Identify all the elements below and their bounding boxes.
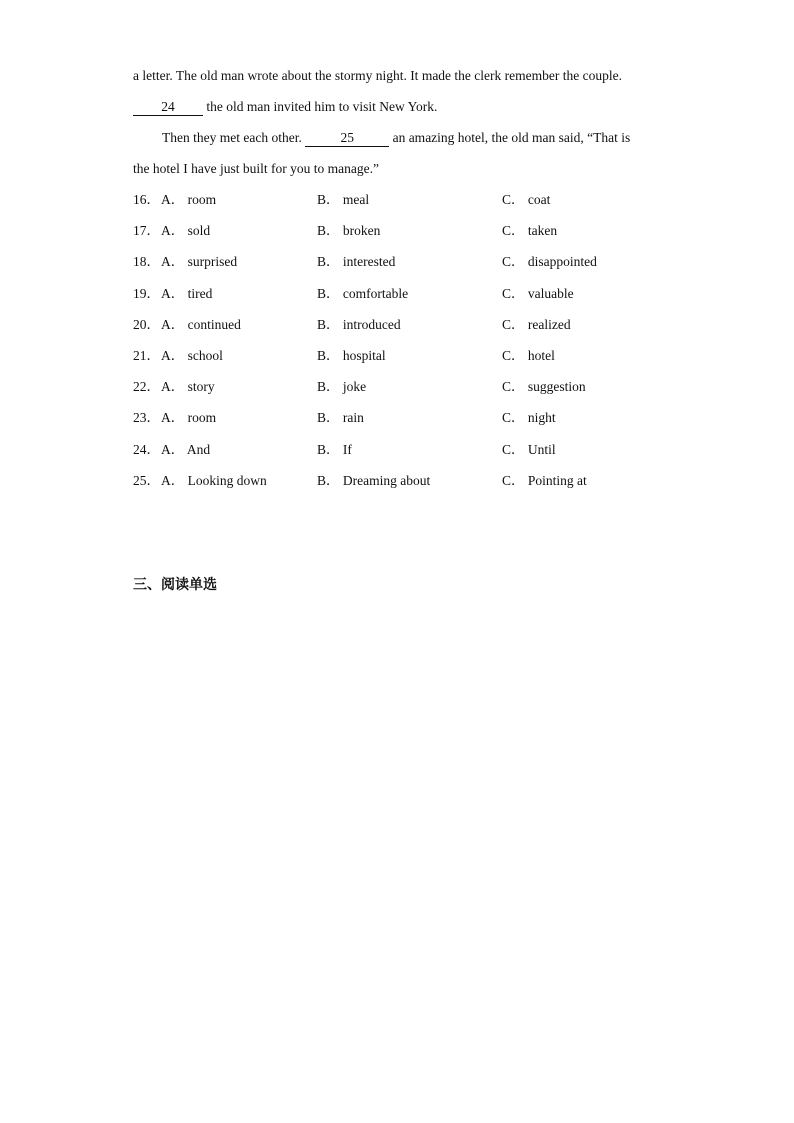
- passage-line-3: [162, 129, 630, 147]
- option-a: A． Looking down: [161, 472, 267, 488]
- option-a: A． room: [161, 192, 217, 207]
- option-a: A． tired: [161, 285, 213, 301]
- options-list: [133, 191, 693, 503]
- section-heading: 三、阅读单选: [133, 577, 217, 593]
- option-a: A． story: [161, 379, 215, 395]
- option-b: B． joke: [317, 379, 367, 395]
- option-b: B． rain: [317, 410, 364, 426]
- option-a: A． school: [161, 347, 223, 363]
- option-c: C． night: [502, 410, 556, 426]
- question-row: [133, 191, 693, 222]
- option-b: B． introduced: [317, 316, 401, 332]
- question-number: 19．: [133, 285, 160, 301]
- question-row: [133, 253, 693, 284]
- option-c: C． valuable: [502, 285, 574, 301]
- question-number: 20．: [133, 316, 160, 332]
- option-a: A． room: [161, 410, 217, 426]
- question-row: [133, 409, 693, 440]
- question-number: 25．: [133, 472, 160, 488]
- passage-line-4: the hotel I have just built for you to manage.”: [133, 161, 379, 176]
- question-number: 23．: [133, 410, 160, 426]
- option-c: C． realized: [502, 316, 571, 332]
- option-b: B． Dreaming about: [317, 472, 431, 488]
- question-number: 18．: [133, 254, 160, 270]
- passage-line-2: [133, 98, 437, 116]
- option-c: C． disappointed: [502, 254, 597, 270]
- option-b: B． hospital: [317, 347, 386, 363]
- blank-25: 25: [305, 130, 389, 147]
- option-b: B． broken: [317, 223, 381, 239]
- question-number: 22．: [133, 379, 160, 395]
- passage-line-3-start: Then they met each other.: [162, 130, 306, 145]
- option-b: B． comfortable: [317, 285, 409, 301]
- passage-line-3-text: an amazing hotel, the old man said, “That is: [389, 130, 631, 145]
- option-b: B． If: [317, 441, 352, 457]
- option-c: C． Pointing at: [502, 472, 587, 488]
- option-b: B． interested: [317, 254, 396, 270]
- option-a: A． continued: [161, 316, 241, 332]
- blank-24: 24: [133, 99, 203, 116]
- option-a: A． And: [161, 441, 211, 457]
- passage-line-1: a letter. The old man wrote about the stormy night. It made the clerk remember the couple.: [133, 68, 622, 83]
- question-row: [133, 222, 693, 253]
- question-number: 21．: [133, 347, 160, 363]
- question-row: [133, 441, 693, 472]
- question-number: 24．: [133, 441, 160, 457]
- option-a: A． sold: [161, 223, 211, 239]
- question-row: [133, 378, 693, 409]
- question-row: [133, 285, 693, 316]
- passage-line-2-text: the old man invited him to visit New York.: [203, 99, 438, 114]
- option-a: A． surprised: [161, 254, 238, 270]
- option-c: C． coat: [502, 192, 551, 207]
- option-b: B． meal: [317, 192, 370, 207]
- option-c: C． hotel: [502, 347, 555, 363]
- option-c: C． suggestion: [502, 379, 586, 395]
- option-c: C． taken: [502, 223, 558, 239]
- question-number: 17．: [133, 223, 160, 239]
- question-row: [133, 347, 693, 378]
- option-c: C． Until: [502, 441, 556, 457]
- question-row: [133, 472, 693, 503]
- question-row: [133, 316, 693, 347]
- question-number: 16．: [133, 192, 160, 207]
